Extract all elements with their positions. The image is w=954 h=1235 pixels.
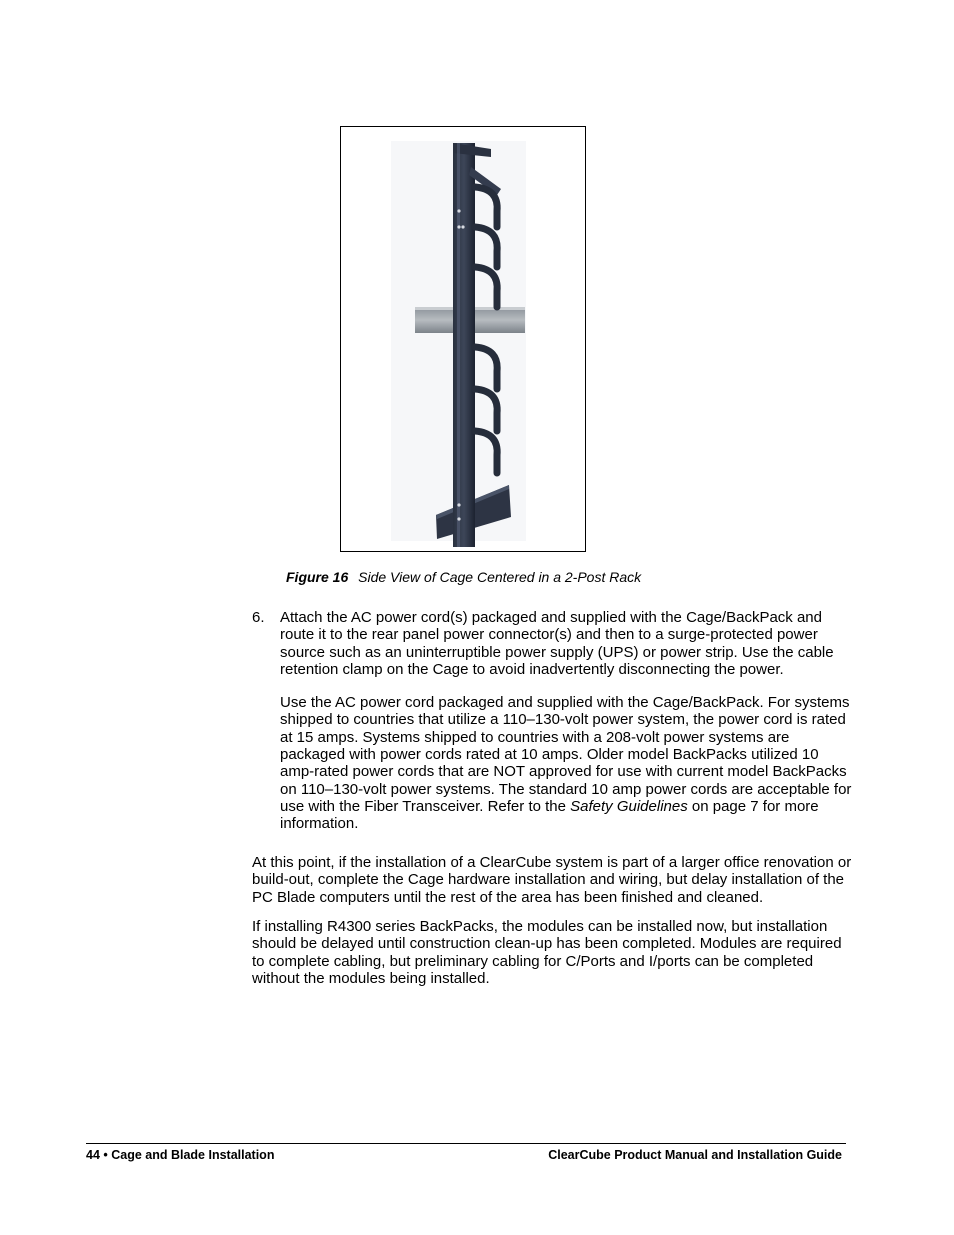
footer-page-section: 44 • Cage and Blade Installation bbox=[86, 1148, 275, 1162]
step-6-paragraph-1: Attach the AC power cord(s) packaged and supplied with the Cage/BackPack and route it to the rear panel power connector(s) and then to a surge-protected power source such as an uninterruptible power supply (UPS) or power strip. Use the cable retention clamp on the Cage to avoid inadvertently disconnecting the power. bbox=[280, 609, 834, 678]
safety-guidelines-reference: Safety Guidelines bbox=[570, 797, 688, 815]
step-6 bbox=[252, 609, 852, 833]
paragraph-r4300: If installing R4300 series BackPacks, the modules can be installed now, but installation should be delayed until construction clean-up has been completed. Modules are required to complete cabling, but preliminary cabling for C/Ports and I/ports can be completed without the modules being installed. bbox=[252, 918, 842, 987]
figure-caption bbox=[286, 569, 641, 585]
figure-caption-text: Side View of Cage Centered in a 2-Post Rack bbox=[358, 569, 642, 585]
footer-document-title: ClearCube Product Manual and Installation Guide bbox=[548, 1148, 842, 1162]
paragraph-renovation: At this point, if the installation of a ClearCube system is part of a larger office renovation or build-out, complete the Cage hardware installation and wiring, but delay installation of the PC Blade computers until the rest of the area has been finished and cleaned. bbox=[252, 854, 852, 906]
rack-post-image bbox=[341, 127, 585, 551]
step-6-paragraph-2: Use the AC power cord packaged and supplied with the Cage/BackPack. For systems shipped to countries that utilize a 110–130-volt power system, the power cord is rated at 15 amps. Systems shipped to countries with a 208-volt power systems are packaged with power cords rated at 10 amps. Older model BackPacks utilized 10 amp-rated power cords that are NOT approved for use with current model BackPacks on 110–130-volt power systems. The standard 10 amp power cords are acceptable for use with the Fiber Transceiver. Refer to the Safety Guidelines on page 7 for more information. bbox=[280, 694, 852, 833]
step-number: 6. bbox=[252, 609, 265, 626]
figure-image-frame bbox=[340, 126, 586, 552]
figure-number: Figure 16 bbox=[286, 569, 349, 585]
footer-divider bbox=[86, 1143, 846, 1144]
